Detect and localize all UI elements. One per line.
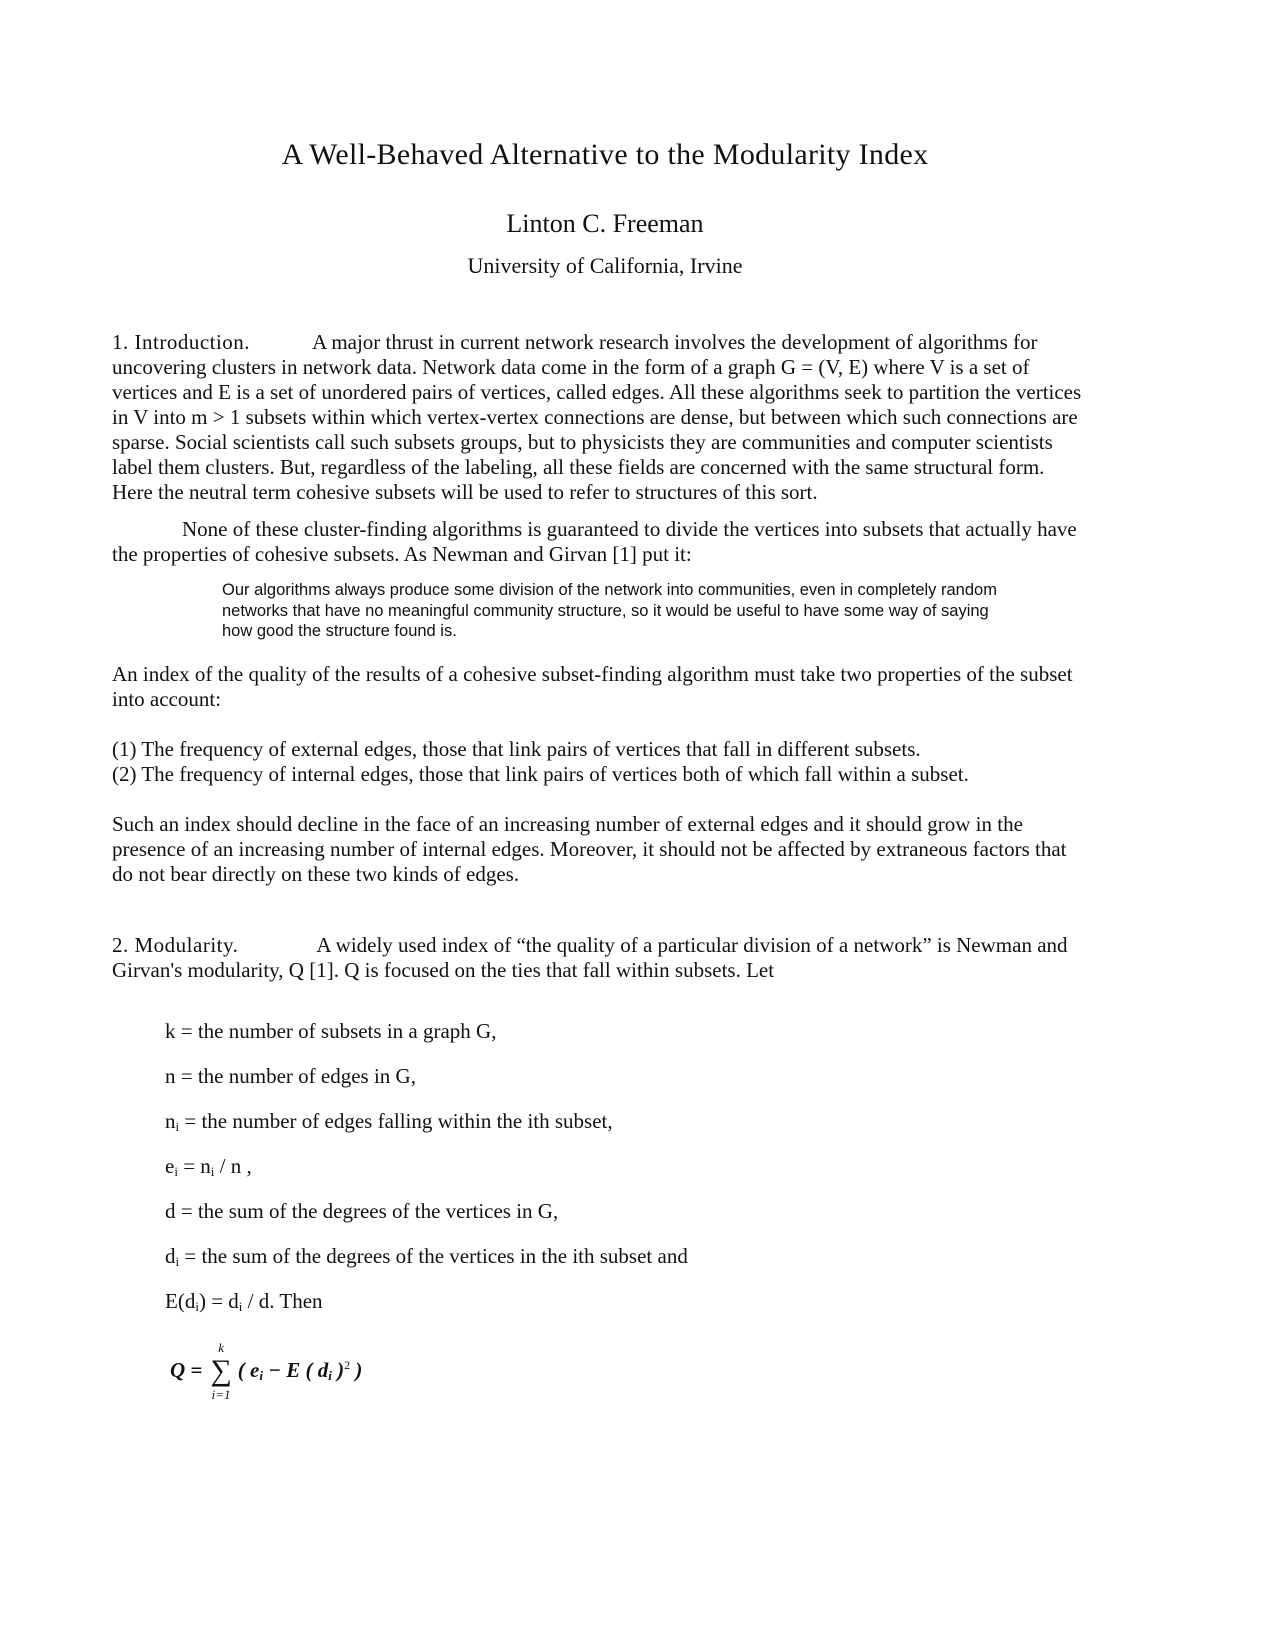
- definition-ni: [165, 1109, 1087, 1134]
- paper-title: A Well-Behaved Alternative to the Modularity Index: [281, 138, 929, 171]
- definition-text: ) = d: [198, 1288, 239, 1313]
- sum-upper-limit: k: [218, 1339, 224, 1355]
- author-affiliation: University of California, Irvine: [467, 253, 743, 278]
- subscript: i: [195, 1298, 199, 1314]
- definition-edi: [165, 1289, 1087, 1314]
- summation-symbol: ∑: [210, 1353, 232, 1387]
- definition-k: k = the number of subsets in a graph G,: [165, 1018, 497, 1043]
- formula-body: [238, 1358, 363, 1383]
- subscript: i: [175, 1118, 180, 1134]
- definition-d: d = the sum of the degrees of the vertices in G,: [165, 1198, 559, 1223]
- exponent: 2: [344, 1358, 351, 1372]
- formula-lhs: Q =: [170, 1358, 203, 1382]
- modularity-formula: [170, 1340, 1087, 1442]
- intro-paragraph-2: None of these cluster-finding algorithms is guaranteed to divide the vertices into subsets that actually have the properties of cohesive subsets. As Newman and Girvan [1] put it:: [112, 517, 1077, 566]
- definition-n: n = the number of edges in G,: [165, 1063, 416, 1088]
- list-item: (2) The frequency of internal edges, those that link pairs of vertices both of which fall within a subset.: [112, 761, 969, 786]
- formula-term: ( e: [237, 1358, 260, 1382]
- intro-paragraph-1: [112, 330, 1087, 505]
- symbol: e: [165, 1153, 175, 1178]
- formula-term: ): [350, 1358, 363, 1382]
- intro-paragraph-3: An index of the quality of the results of a cohesive subset-finding algorithm must take two properties of the subset into account:: [112, 661, 1073, 711]
- subscript: i: [238, 1298, 243, 1314]
- definition-text: / n ,: [214, 1153, 252, 1178]
- paragraph-text: A widely used index of “the quality of a particular division of a network” is Newman and Girvan's modularity, Q [1]. Q is focused on the ties that fall within subsets. Let: [112, 932, 1068, 982]
- subscript: i: [175, 1253, 180, 1269]
- paragraph-text: A major thrust in current network research involves the development of algorithms for uncovering clusters in network data. Network data come in the form of a graph G = (V, E) where V is a set of vertices and E is a set of unordered pairs of vertices, called edges. All these algorithms seek to partition the vertices in V into m > 1 subsets within which vertex-vertex connections are dense, but between which such connections are sparse. Social scientists call such subsets groups, but to physicists they are communities and computer scientists label them clusters. But, regardless of the labeling, all these fields are concerned with the same structural form. Here the neutral term cohesive subsets will be used to refer to structures of this sort.: [112, 330, 1082, 504]
- criteria-list: [112, 737, 1087, 787]
- paper-header: [0, 0, 1210, 280]
- block-quote: Our algorithms always produce some division of the network into communities, even in completely random networks that have no meaningful community structure, so it would be useful to have some way of saying how good the structure found is.: [222, 581, 997, 640]
- list-item: (1) The frequency of external edges, those that link pairs of vertices that fall in different subsets.: [112, 736, 921, 761]
- intro-paragraph-4: Such an index should decline in the face of an increasing number of external edges and it should grow in the presence of an increasing number of internal edges. Moreover, it should not be affected by extraneous factors that do not bear directly on these two kinds of edges.: [112, 811, 1067, 886]
- symbol: d: [165, 1243, 176, 1268]
- subscript: i: [174, 1163, 178, 1179]
- definition-text: = the number of edges falling within the ith subset,: [179, 1108, 613, 1133]
- paper-body: [112, 330, 1087, 1442]
- sum-lower-limit: i=1: [211, 1386, 231, 1402]
- definition-text: = the sum of the degrees of the vertices in the ith subset and: [179, 1243, 688, 1268]
- symbol: n: [165, 1108, 176, 1133]
- subscript: i: [328, 1368, 332, 1383]
- formula-term: − E ( d: [262, 1358, 329, 1382]
- modularity-paragraph-1: [112, 933, 1087, 983]
- subscript: i: [259, 1368, 263, 1383]
- formula-term: ): [331, 1358, 345, 1382]
- subscript: i: [210, 1163, 215, 1179]
- definition-text: = n: [177, 1153, 211, 1178]
- section-heading-introduction: 1. Introduction.: [112, 330, 251, 354]
- section-heading-modularity: 2. Modularity.: [112, 932, 239, 957]
- symbol: E(d: [165, 1288, 196, 1313]
- definition-di: [165, 1244, 1087, 1269]
- author-name: Linton C. Freeman: [506, 209, 704, 238]
- definitions-list: [165, 1019, 1087, 1314]
- summation: [210, 1340, 231, 1402]
- definition-text: / d. Then: [242, 1288, 323, 1313]
- definition-ei: [165, 1154, 1087, 1179]
